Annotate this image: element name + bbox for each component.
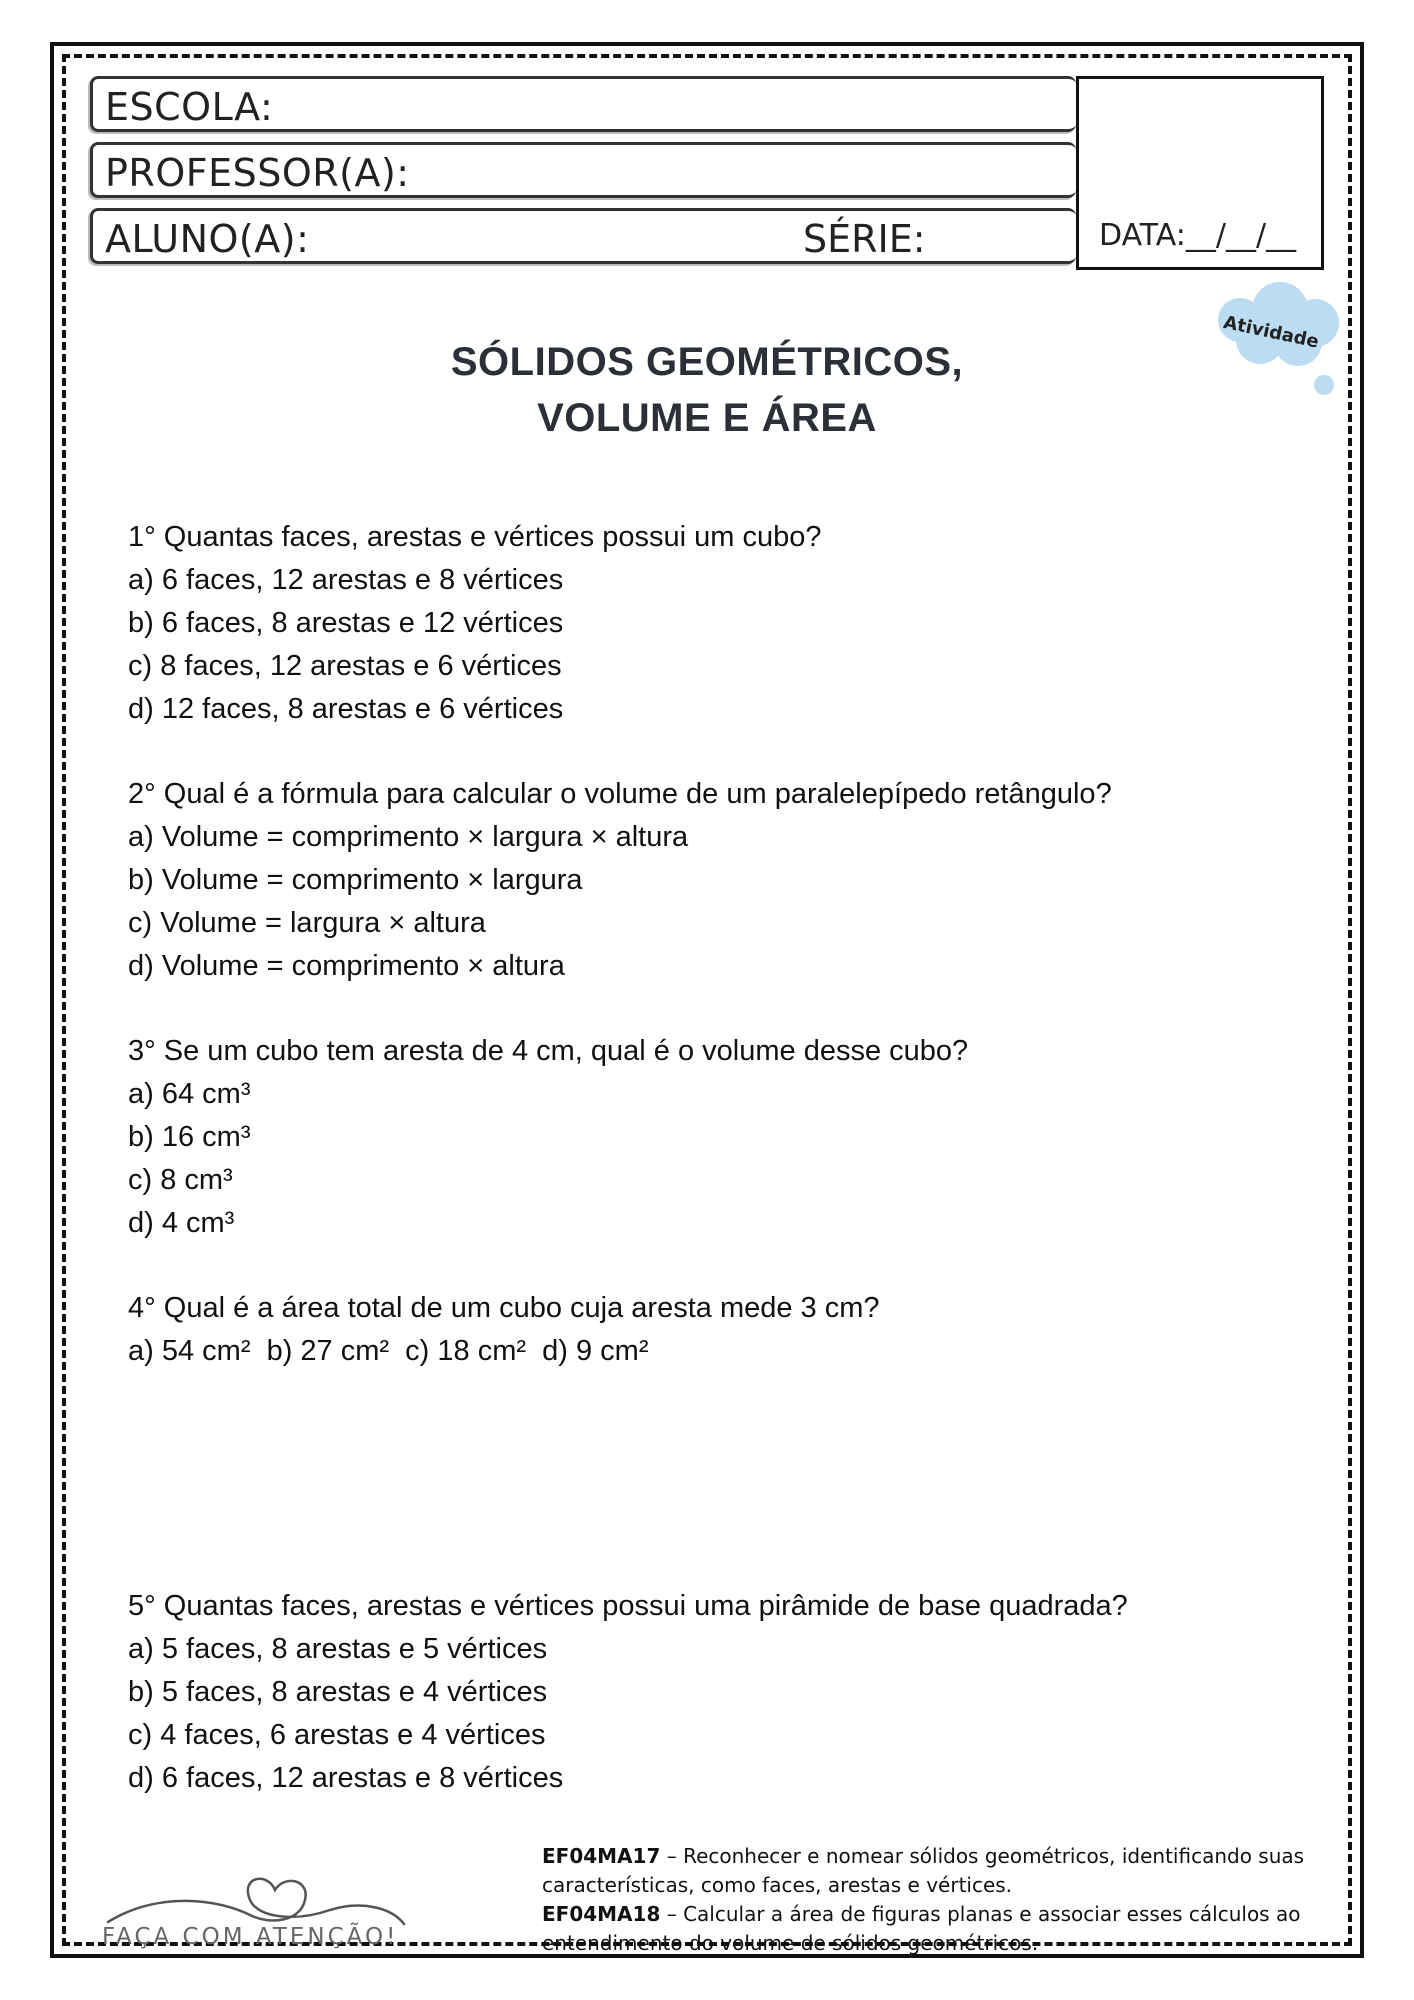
option[interactable]: a) Volume = comprimento × largura × altura	[128, 821, 689, 853]
skill-2-code: EF04MA18	[542, 1902, 661, 1926]
option[interactable]: a) 54 cm² b) 27 cm² c) 18 cm² d) 9 cm²	[128, 1335, 649, 1367]
question-text: 3° Se um cubo tem aresta de 4 cm, qual é o volume desse cubo?	[128, 1035, 969, 1067]
option[interactable]: d) 12 faces, 8 arestas e 6 vértices	[128, 693, 564, 725]
grade-label: SÉRIE:	[803, 217, 926, 261]
skill-1-text: – Reconhecer e nomear sólidos geométricos, identificando suas características, como faces, arestas e vértices.	[542, 1844, 1305, 1897]
activity-badge: Atividade	[1221, 312, 1321, 353]
question-4	[128, 1287, 1278, 1373]
date-box[interactable]	[1076, 76, 1324, 270]
question-1	[128, 516, 1278, 731]
option[interactable]: c) Volume = largura × altura	[128, 907, 486, 939]
option[interactable]: c) 8 faces, 12 arestas e 6 vértices	[128, 650, 562, 682]
skill-2-text: – Calcular a área de figuras planas e associar esses cálculos ao entendimento do volume de sólidos geométricos.	[542, 1902, 1301, 1955]
option[interactable]: d) Volume = comprimento × altura	[128, 950, 565, 982]
skill-1-code: EF04MA17	[542, 1844, 661, 1868]
question-5	[128, 1585, 1278, 1800]
option[interactable]: d) 6 faces, 12 arestas e 8 vértices	[128, 1762, 564, 1794]
question-2	[128, 773, 1278, 988]
school-field[interactable]	[90, 76, 1076, 132]
student-field[interactable]	[90, 208, 1076, 264]
question-text: 2° Qual é a fórmula para calcular o volume de um paralelepípedo retângulo?	[128, 778, 1112, 810]
option[interactable]: c) 4 faces, 6 arestas e 4 vértices	[128, 1719, 546, 1751]
question-3	[128, 1030, 1278, 1245]
question-text: 1° Quantas faces, arestas e vértices possui um cubo?	[128, 521, 822, 553]
page-title-line2: VOLUME E ÁREA	[537, 396, 877, 440]
option[interactable]: c) 8 cm³	[128, 1164, 233, 1196]
option[interactable]: b) Volume = comprimento × largura	[128, 864, 583, 896]
date-label: DATA:__/__/__	[1099, 218, 1297, 253]
logo-text: FAÇA COM ATENÇÃO!	[102, 1924, 399, 1950]
teacher-label: PROFESSOR(A):	[105, 151, 410, 195]
option[interactable]: a) 5 faces, 8 arestas e 5 vértices	[128, 1633, 548, 1665]
option[interactable]: a) 6 faces, 12 arestas e 8 vértices	[128, 564, 564, 596]
question-text: 4° Qual é a área total de um cubo cuja aresta mede 3 cm?	[128, 1292, 880, 1324]
answer-space[interactable]	[128, 1415, 1278, 1585]
school-label: ESCOLA:	[105, 85, 274, 129]
questions-list	[128, 516, 1278, 1842]
skill-2	[542, 1900, 1342, 1958]
option[interactable]: b) 16 cm³	[128, 1121, 251, 1153]
option[interactable]: a) 64 cm³	[128, 1078, 251, 1110]
option[interactable]: d) 4 cm³	[128, 1207, 235, 1239]
student-label: ALUNO(A):	[105, 217, 310, 261]
option[interactable]: b) 5 faces, 8 arestas e 4 vértices	[128, 1676, 548, 1708]
page-title-line1: SÓLIDOS GEOMÉTRICOS,	[450, 340, 964, 384]
skills-footer	[542, 1842, 1342, 1958]
skill-1	[542, 1842, 1342, 1900]
option[interactable]: b) 6 faces, 8 arestas e 12 vértices	[128, 607, 564, 639]
teacher-field[interactable]	[90, 142, 1076, 198]
question-text: 5° Quantas faces, arestas e vértices possui uma pirâmide de base quadrada?	[128, 1590, 1128, 1622]
